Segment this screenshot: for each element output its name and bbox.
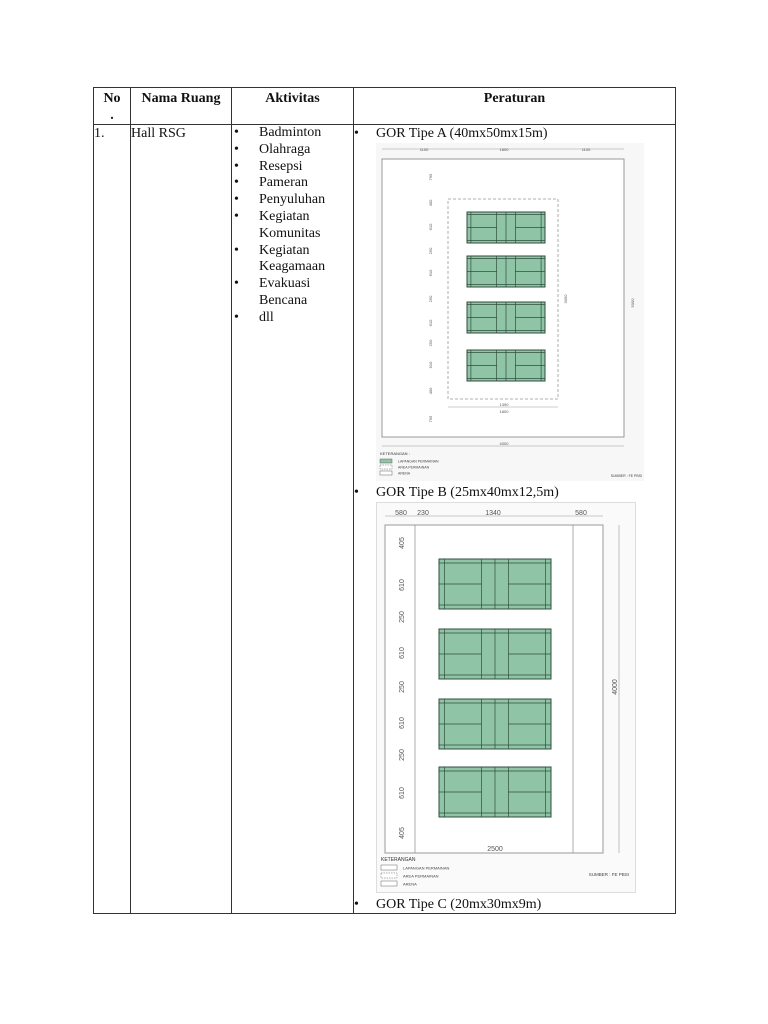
activity-text: Bencana bbox=[259, 292, 308, 308]
cell-nama-ruang: Hall RSG bbox=[131, 125, 232, 914]
dimension-label: 400 bbox=[428, 199, 433, 207]
bullet-icon: • bbox=[234, 158, 239, 174]
activity-text: Komunitas bbox=[259, 225, 321, 241]
activity-item bbox=[232, 159, 353, 176]
dimension-label: 1800 bbox=[499, 409, 509, 414]
bullet-icon: • bbox=[234, 141, 239, 157]
room-requirements-table bbox=[93, 87, 676, 914]
activity-text: Penyuluhan bbox=[259, 192, 326, 208]
gor-type-c-label: GOR Tipe C (20mx30mx9m) bbox=[376, 897, 542, 912]
cell-peraturan bbox=[354, 125, 676, 914]
activity-text: Evakuasi bbox=[259, 276, 311, 292]
gor-type-b-floor-plan bbox=[376, 502, 636, 893]
legend-swatch bbox=[380, 459, 392, 463]
legend-item: LAPANGAN PERMAINAN bbox=[403, 865, 450, 871]
activity-text: dll bbox=[259, 309, 274, 325]
bullet-icon: • bbox=[234, 208, 239, 224]
header-no bbox=[94, 88, 131, 125]
activity-text: Kegiatan bbox=[259, 208, 310, 224]
dimension-label: 4000 bbox=[612, 679, 619, 695]
bullet-icon: • bbox=[234, 309, 239, 325]
dimension-label: 250 bbox=[399, 611, 406, 623]
dimension-label: 400 bbox=[428, 387, 433, 395]
dimension-label: 610 bbox=[428, 223, 433, 231]
dimension-label: 1100 bbox=[419, 147, 429, 152]
dimension-label: 250 bbox=[428, 247, 433, 255]
legend-swatch bbox=[381, 881, 397, 886]
badminton-court bbox=[467, 302, 545, 333]
gor-type-b-item bbox=[354, 484, 675, 501]
table-header-row bbox=[94, 88, 676, 125]
dimension-label: 580 bbox=[395, 510, 407, 517]
gor-type-b-label: GOR Tipe B (25mx40mx12,5m) bbox=[376, 485, 559, 500]
dimension-label: 250 bbox=[399, 681, 406, 693]
dimension-label: 3050 bbox=[563, 294, 568, 304]
badminton-court bbox=[439, 629, 551, 679]
header-no-dot: . bbox=[110, 108, 114, 123]
dimension-label: 795 bbox=[428, 173, 433, 181]
dimension-label: 250 bbox=[428, 295, 433, 303]
gor-type-a-floor-plan bbox=[376, 143, 644, 481]
source-note: SUMBER : FE PBSI bbox=[610, 474, 642, 478]
gor-type-a-item bbox=[354, 125, 675, 142]
legend-title: KETERANGAN : bbox=[380, 451, 410, 456]
dimension-label: 610 bbox=[428, 269, 433, 277]
dimension-label: 580 bbox=[575, 510, 587, 517]
bullet-icon: • bbox=[354, 126, 359, 141]
dimension-label: 610 bbox=[399, 717, 406, 729]
badminton-court bbox=[467, 256, 545, 287]
legend-item: ARENA bbox=[398, 471, 411, 476]
activity-item bbox=[232, 243, 353, 277]
source-note: SUMBER : FE PBSI bbox=[588, 872, 629, 877]
bullet-icon: • bbox=[354, 897, 359, 912]
activity-item bbox=[232, 125, 353, 142]
legend-title: KETERANGAN bbox=[381, 857, 416, 863]
legend-item: AREA PERMAINAN bbox=[403, 873, 439, 879]
activity-text: Keagamaan bbox=[259, 259, 326, 275]
header-nama-ruang: Nama Ruang bbox=[131, 88, 232, 125]
header-no-text: No bbox=[103, 91, 121, 106]
badminton-court bbox=[439, 559, 551, 609]
gor-type-c-item bbox=[354, 896, 675, 913]
legend-swatch bbox=[381, 873, 397, 878]
legend-item: AREA PERMAINAN bbox=[398, 465, 430, 470]
table-row bbox=[94, 125, 676, 914]
activity-item bbox=[232, 276, 353, 310]
dimension-label: 610 bbox=[399, 787, 406, 799]
bullet-icon: • bbox=[354, 485, 359, 500]
dimension-label: 405 bbox=[399, 827, 406, 839]
gor-type-a-label: GOR Tipe A (40mx50mx15m) bbox=[376, 126, 548, 141]
activity-text: Kegiatan bbox=[259, 242, 310, 258]
dimension-label: 610 bbox=[399, 647, 406, 659]
activity-text: Resepsi bbox=[259, 158, 303, 174]
badminton-court bbox=[439, 699, 551, 749]
legend-swatch bbox=[380, 471, 392, 475]
dimension-label: 610 bbox=[428, 361, 433, 369]
dimension-label: 1340 bbox=[485, 510, 501, 517]
cell-aktivitas bbox=[232, 125, 354, 914]
legend-item: ARENA bbox=[403, 881, 417, 887]
dimension-label: 5000 bbox=[630, 298, 635, 308]
badminton-court bbox=[467, 350, 545, 381]
dimension-label: 4000 bbox=[499, 441, 509, 446]
dimension-label: 1390 bbox=[499, 402, 509, 407]
arena-boundary bbox=[382, 159, 624, 437]
activity-item bbox=[232, 310, 353, 327]
bullet-icon: • bbox=[234, 125, 239, 140]
dimension-label: 795 bbox=[428, 415, 433, 423]
bullet-icon: • bbox=[234, 192, 239, 208]
bullet-icon: • bbox=[234, 175, 239, 191]
activity-list bbox=[232, 125, 353, 327]
badminton-court bbox=[439, 767, 551, 817]
legend-swatch bbox=[380, 465, 392, 469]
badminton-court bbox=[467, 212, 545, 243]
legend-swatch bbox=[381, 865, 397, 870]
activity-item bbox=[232, 209, 353, 243]
activity-item bbox=[232, 175, 353, 192]
dimension-label: 250 bbox=[428, 339, 433, 347]
activity-item bbox=[232, 192, 353, 209]
dimension-label: 1100 bbox=[581, 147, 591, 152]
header-peraturan: Peraturan bbox=[354, 88, 676, 125]
cell-no: 1. bbox=[94, 125, 131, 914]
dimension-label: 610 bbox=[399, 579, 406, 591]
dimension-label: 405 bbox=[399, 537, 406, 549]
bullet-icon: • bbox=[234, 242, 239, 258]
activity-text: Olahraga bbox=[259, 141, 311, 157]
activity-text: Pameran bbox=[259, 175, 308, 191]
bullet-icon: • bbox=[234, 276, 239, 292]
header-aktivitas: Aktivitas bbox=[232, 88, 354, 125]
activity-item bbox=[232, 142, 353, 159]
activity-text: Badminton bbox=[259, 125, 322, 140]
dimension-label: 250 bbox=[399, 749, 406, 761]
legend-item: LAPANGAN PERMAINAN bbox=[398, 459, 439, 464]
dimension-label: 1800 bbox=[499, 147, 509, 152]
dimension-label: 2500 bbox=[487, 846, 503, 853]
dimension-label: 230 bbox=[417, 510, 429, 517]
dimension-label: 610 bbox=[428, 319, 433, 327]
